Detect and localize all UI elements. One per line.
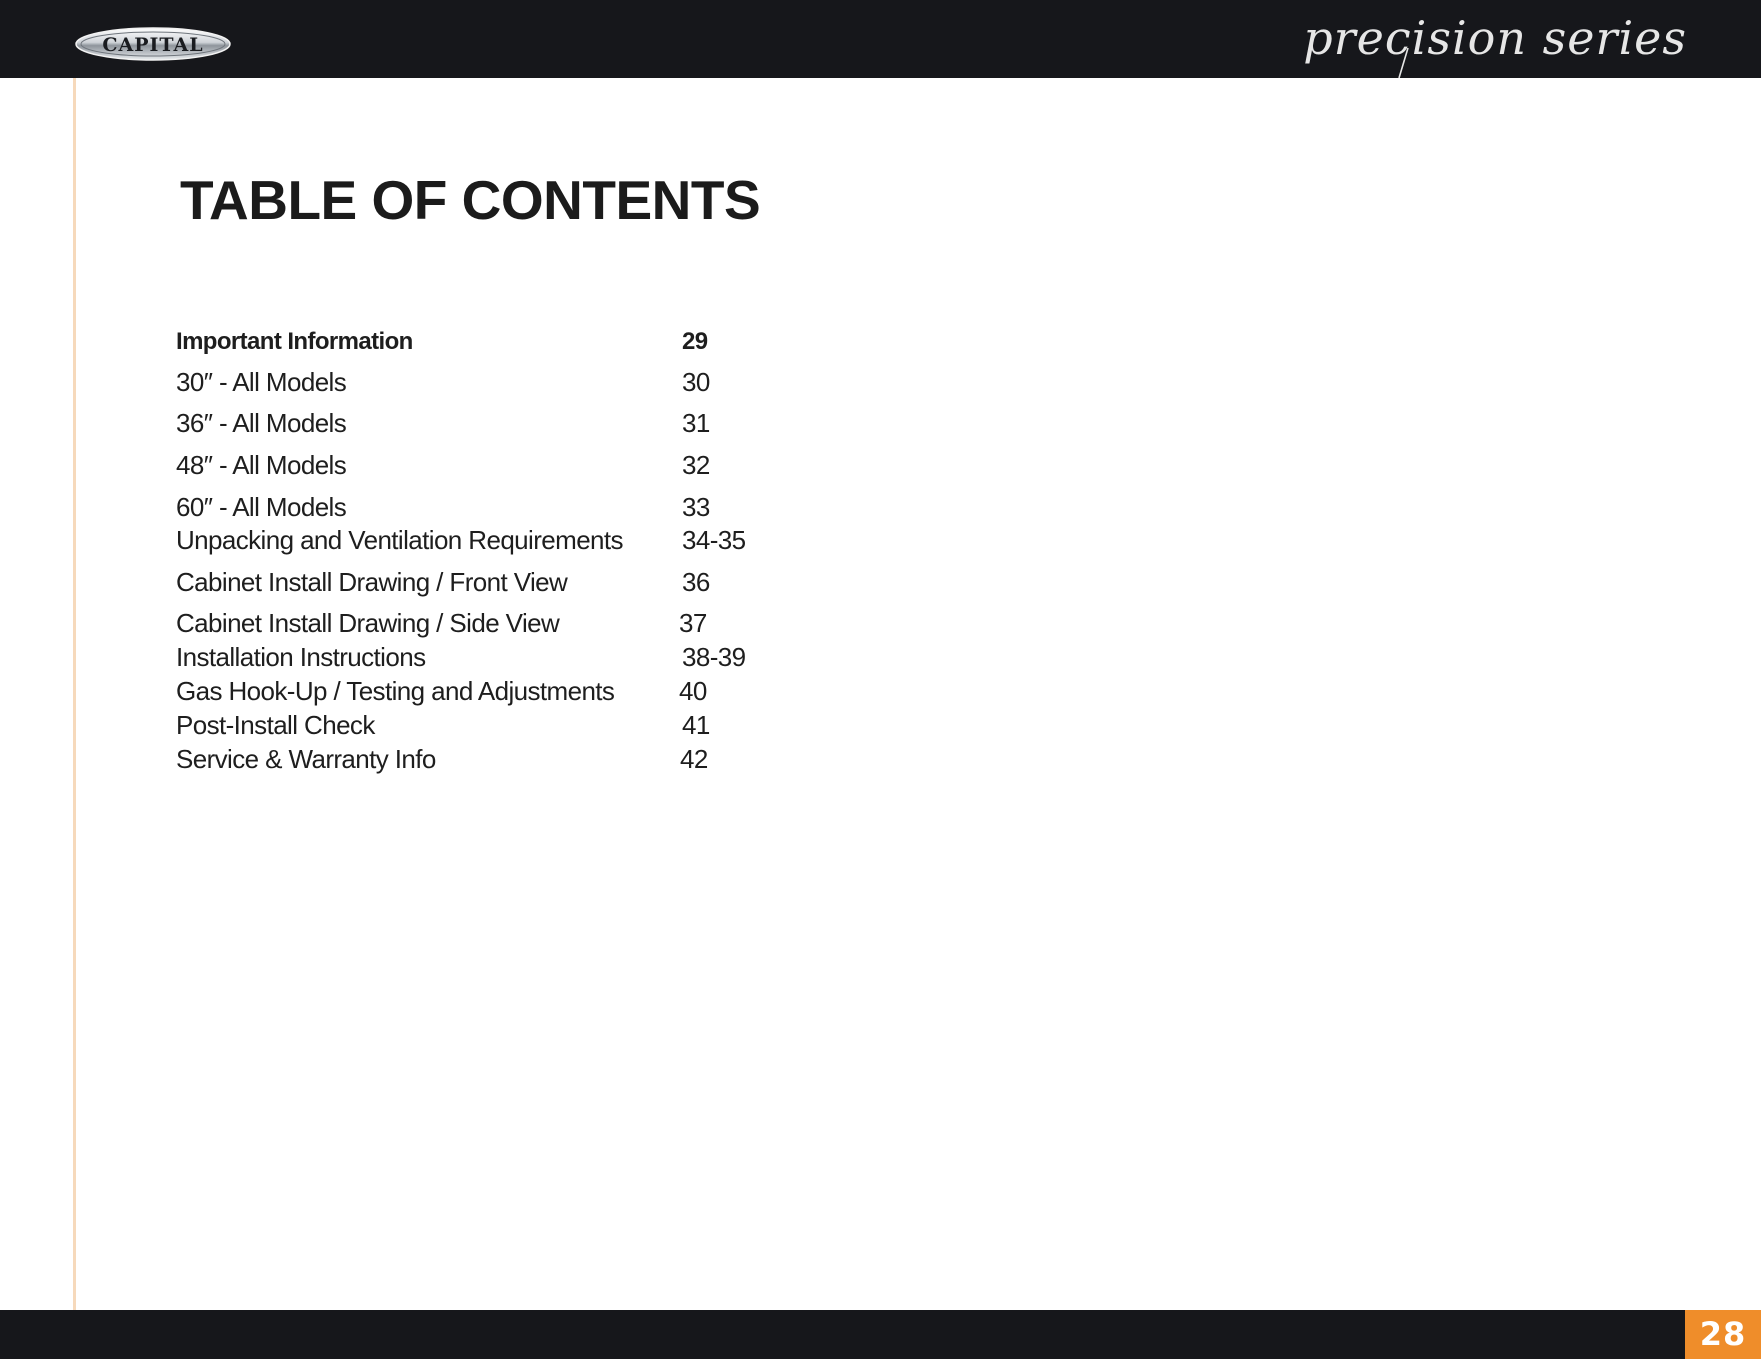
toc-entry-page: 37: [679, 608, 707, 638]
toc-entry-page: 32: [682, 450, 710, 480]
margin-rule: [73, 78, 76, 1310]
toc-entry-post-install-check[interactable]: [176, 708, 776, 742]
toc-entry-title: Post-Install Check: [176, 710, 375, 740]
toc-entry-title: 30″ - All Models: [176, 367, 347, 397]
toc-entry-title: Gas Hook-Up / Testing and Adjustments: [176, 676, 615, 706]
toc-entry-title: 48″ - All Models: [176, 450, 347, 480]
toc-entry-page: 36: [682, 567, 710, 597]
toc-entry-page: 42: [680, 744, 708, 774]
footer-bar: [0, 1310, 1761, 1359]
toc-entry-page: 29: [682, 328, 708, 355]
toc-entry-60-all-models[interactable]: [176, 490, 776, 524]
toc-entry-page: 41: [682, 710, 710, 740]
toc-entry-page: 33: [682, 492, 710, 522]
toc-entry-cabinet-side-view[interactable]: [176, 606, 776, 640]
logo-text: CAPITAL: [102, 34, 204, 56]
toc-entry-title: 60″ - All Models: [176, 492, 347, 522]
series-title: precision series: [1303, 11, 1687, 65]
toc-entry-title: Installation Instructions: [176, 642, 426, 672]
page-title: TABLE OF CONTENTS: [180, 169, 761, 231]
toc-entry-cabinet-front-view[interactable]: [176, 565, 776, 599]
toc-entry-title: Cabinet Install Drawing / Side View: [176, 608, 560, 638]
toc-entry-title: Cabinet Install Drawing / Front View: [176, 567, 568, 597]
toc-entry-installation-instructions[interactable]: [176, 640, 776, 674]
toc-entry-36-all-models[interactable]: [176, 406, 776, 440]
toc-entry-page: 34-35: [682, 525, 746, 555]
toc-entry-page: 38-39: [682, 642, 746, 672]
toc-entry-page: 40: [679, 676, 707, 706]
toc-entry-48-all-models[interactable]: [176, 448, 776, 482]
toc-entry-service-warranty[interactable]: [176, 742, 776, 776]
toc-entry-title: Important Information: [176, 328, 413, 355]
toc-entry-gas-hookup[interactable]: [176, 674, 776, 708]
toc-list: [176, 0, 776, 800]
toc-entry-important-information[interactable]: [176, 325, 776, 359]
toc-entry-title: 36″ - All Models: [176, 408, 347, 438]
toc-entry-30-all-models[interactable]: [176, 365, 776, 399]
swash-decoration: [1398, 48, 1410, 78]
toc-entry-unpacking-ventilation[interactable]: [176, 523, 776, 557]
toc-entry-page: 31: [682, 408, 710, 438]
toc-entry-title: Service & Warranty Info: [176, 744, 436, 774]
toc-entry-title: Unpacking and Ventilation Requirements: [176, 525, 623, 555]
page-number: 28: [1685, 1310, 1761, 1359]
toc-entry-page: 30: [682, 367, 710, 397]
